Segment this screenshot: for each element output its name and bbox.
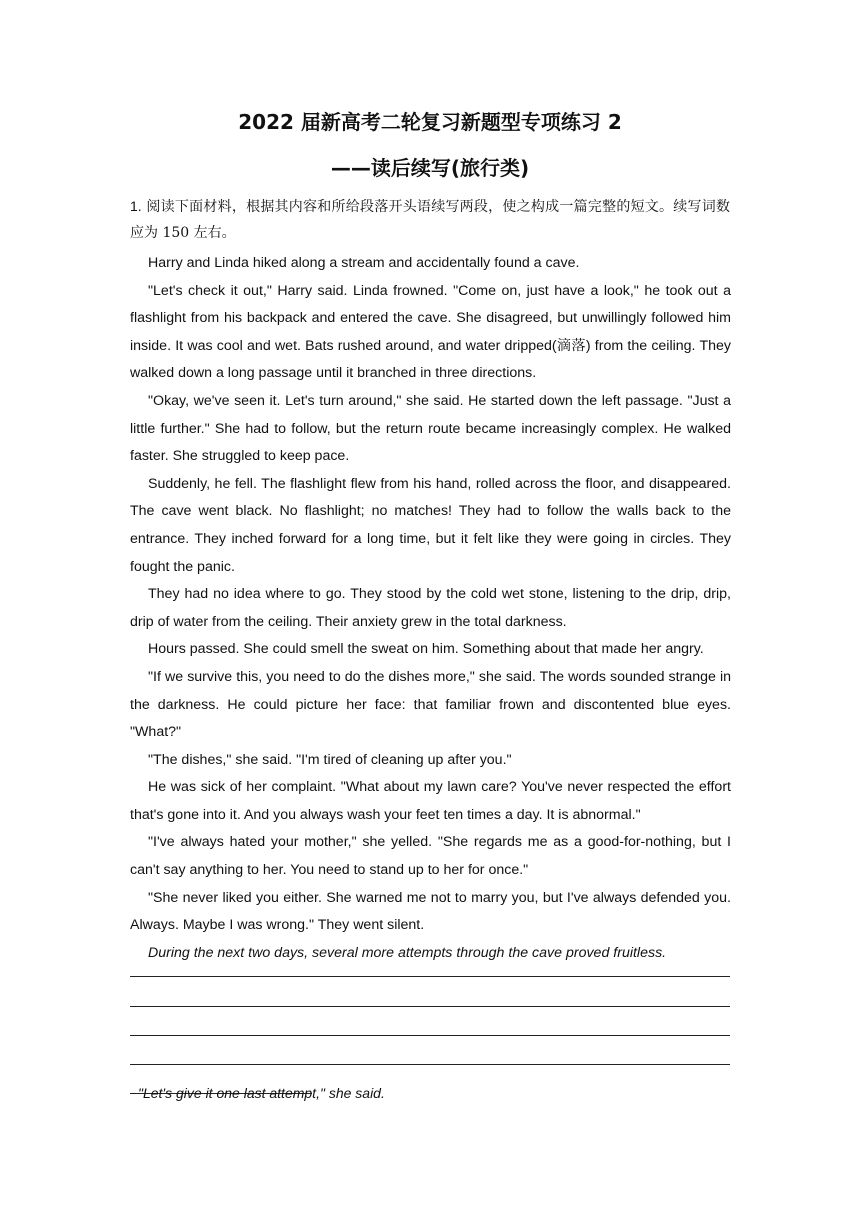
answer-line[interactable] [130, 1036, 730, 1065]
answer-line[interactable] [130, 948, 730, 977]
passage-paragraph: "The dishes," she said. "I'm tired of cleaning up after you." [148, 751, 512, 768]
passage-paragraph: "Let's check it out," Harry said. Linda frowned. "Come on, just have a look," he took out a flashlight from his backpack and entered the cave. She disagreed, but unwillingly followed him inside. It was cool and wet. Bats rushed around, and water dripped(滴落) from the ceiling. They walked down a long passage until it branched in three directions. [130, 282, 731, 382]
continuation-prompt-2: "Let's give it one last attempt," she said. [138, 1085, 385, 1101]
answer-line[interactable] [130, 1007, 730, 1036]
passage-paragraph: Harry and Linda hiked along a stream and accidentally found a cave. [148, 255, 580, 271]
passage-paragraph: "If we survive this, you need to do the dishes more," she said. The words sounded strange in the darkness. He could picture her face: that familiar frown and discontented blue eyes. "What?" [130, 668, 731, 741]
instruction-text: 阅读下面材料，根据其内容和所给段落开头语续写两段，使之构成一篇完整的短文。续写词数应为 150 左右。 [130, 199, 731, 241]
passage-paragraph: Suddenly, he fell. The flashlight flew from his hand, rolled across the floor, and disappeared. The cave went black. No flashlight; no matches! They had to follow the walls back to the entrance. They inched forward for a long time, but it felt like they were going in circles. They fought the panic. [130, 475, 731, 575]
answer-line[interactable] [130, 977, 730, 1006]
answer-lines[interactable] [130, 948, 730, 1094]
passage-paragraph: "She never liked you either. She warned me not to marry you, but I've always defended you. Always. Maybe I was wrong." They went silent. [130, 889, 731, 934]
passage-paragraph: "I've always hated your mother," she yelled. "She regards me as a good-for-nothing, but I can't say anything to her. You need to stand up to her for once." [130, 834, 731, 879]
question-number: 1. [130, 198, 142, 214]
story-passage [130, 250, 731, 967]
page-title: 2022 届新高考二轮复习新题型专项练习 2 [238, 110, 622, 134]
passage-paragraph: Hours passed. She could smell the sweat on him. Something about that made her angry. [148, 641, 704, 658]
passage-paragraph: They had no idea where to go. They stood by the cold wet stone, listening to the drip, drip, drip of water from the ceiling. Their anxiety grew in the total darkness. [130, 586, 731, 630]
passage-paragraph: He was sick of her complaint. "What about my lawn care? You've never respected the effort that's gone into it. And you always wash your feet ten times a day. It is abnormal." [130, 779, 731, 823]
question-instruction [130, 193, 730, 246]
passage-paragraph: "Okay, we've seen it. Let's turn around," she said. He started down the left passage. "Just a little further." She had to follow, but the return route became increasingly complex. He walked faster. She struggled to keep pace. [130, 392, 731, 465]
continuation-prompt-1: During the next two days, several more attempts through the cave proved fruitless. [148, 944, 667, 961]
page-subtitle: ——读后续写(旅行类) [330, 156, 530, 180]
